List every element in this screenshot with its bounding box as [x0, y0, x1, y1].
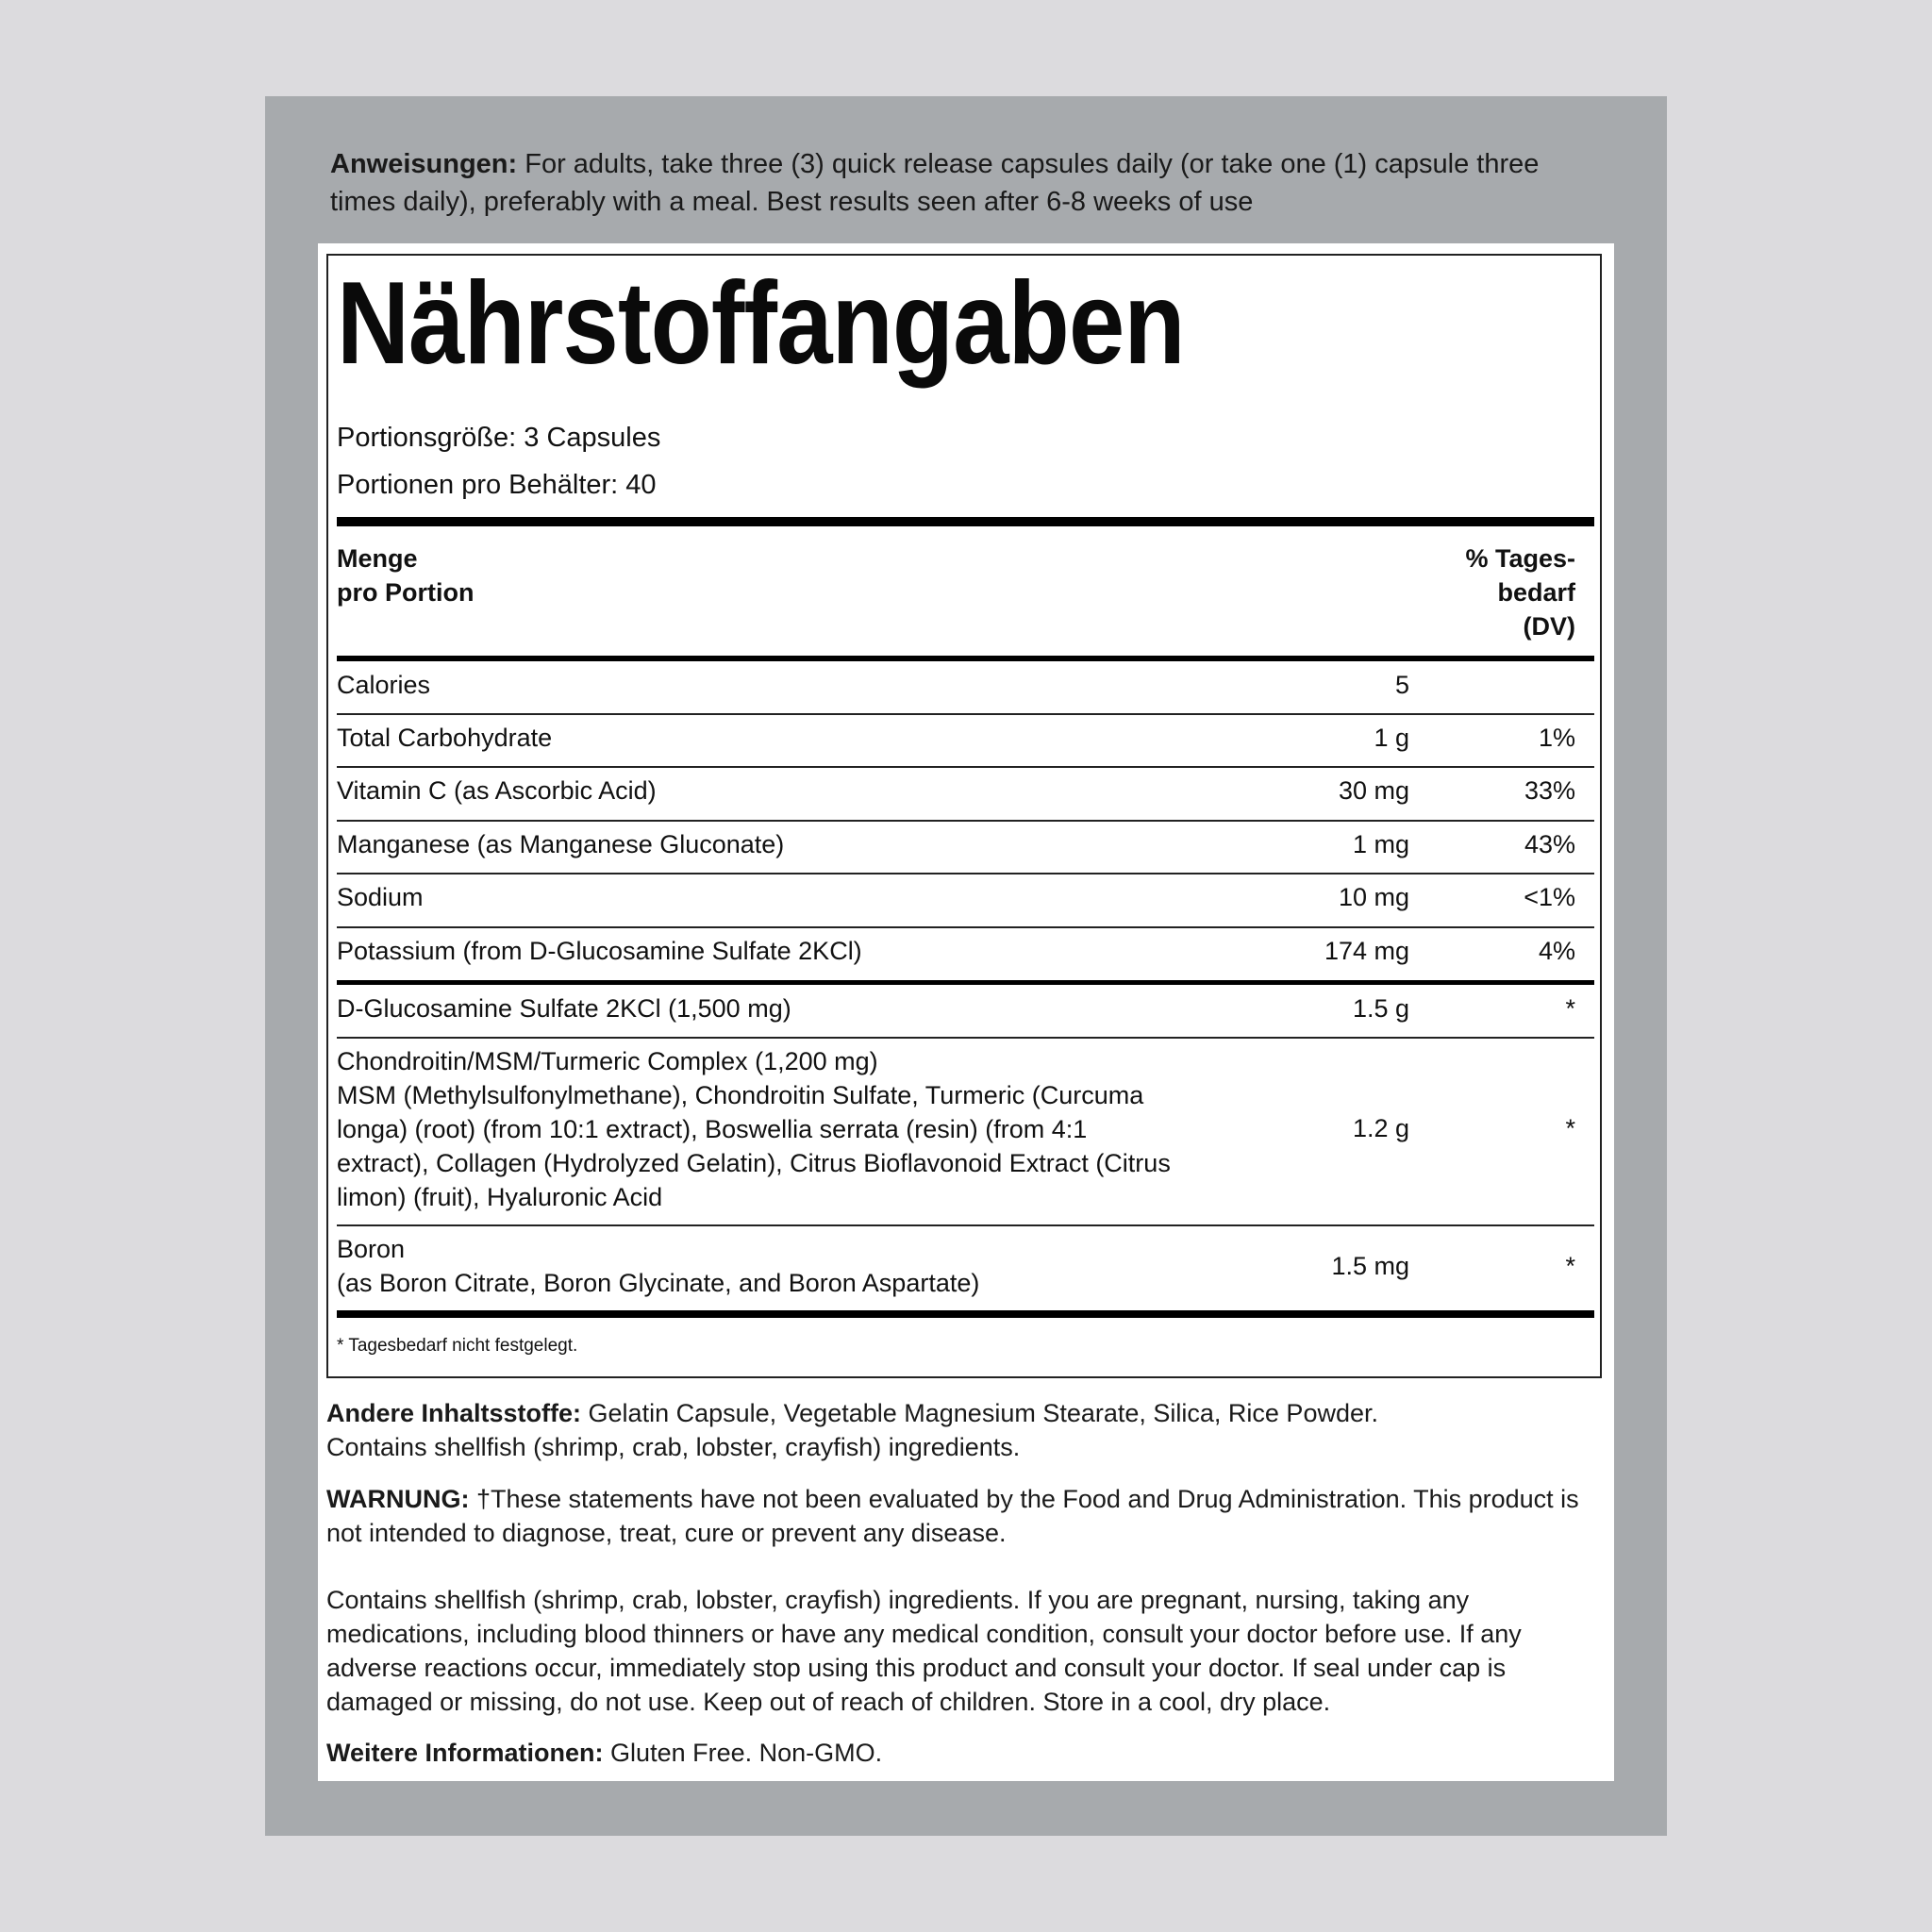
header-dv-line1: % Tages- [1465, 544, 1575, 573]
more-info-label: Weitere Informationen: [326, 1739, 604, 1767]
row-daily-value: <1% [1524, 883, 1575, 911]
row-name: D-Glucosamine Sulfate 2KCl (1,500 mg) [337, 994, 791, 1023]
amount-per-serving-header [337, 541, 474, 609]
other-ingredients-label: Andere Inhaltsstoffe: [326, 1399, 582, 1427]
servings-per-container: Portionen pro Behälter: 40 [337, 470, 657, 500]
thick-divider [337, 517, 1594, 526]
other-ingredients-text: Gelatin Capsule, Vegetable Magnesium Stearate, Silica, Rice Powder. [581, 1399, 1378, 1427]
row-divider [337, 873, 1594, 874]
bottom-divider [337, 1310, 1594, 1318]
serving-size: Portionsgröße: 3 Capsules [337, 423, 661, 453]
row-divider [337, 766, 1594, 768]
row-daily-value: 4% [1538, 937, 1575, 965]
row-amount: 1.2 g [1352, 1114, 1409, 1142]
row-amount: 1.5 g [1352, 994, 1409, 1023]
row-name: Potassium (from D-Glucosamine Sulfate 2KCl) [337, 937, 862, 965]
header-amount-line1: Menge [337, 544, 418, 573]
row-detail: (as Boron Citrate, Boron Glycinate, and Boron Aspartate) [337, 1269, 980, 1297]
row-name: Boron [337, 1235, 406, 1263]
directions-body: For adults, take three (3) quick release capsules daily (or take one (1) capsule three times daily), preferably with a meal. Best results seen after 6-8 weeks of use [330, 149, 1540, 217]
header-amount-line2: pro Portion [337, 578, 475, 607]
row-divider [337, 1224, 1594, 1226]
other-ingredients [326, 1396, 1600, 1464]
warning [326, 1482, 1600, 1550]
row-daily-value: 1% [1538, 724, 1575, 752]
warning-paragraph-2: Contains shellfish (shrimp, crab, lobster, crayfish) ingredients. If you are pregnant, nursing, taking any medications, including blood thinners or have any medical condition, consult your doctor before use. If any adverse reactions occur, immediately stop using this product and consult your doctor. If seal under cap is damaged or missing, do not use. Keep out of reach of children. Store in a cool, dry place. [326, 1586, 1522, 1716]
warning-label: WARNUNG: [326, 1485, 470, 1513]
row-divider [337, 820, 1594, 822]
row-daily-value: * [1565, 1252, 1575, 1280]
directions-text [330, 145, 1594, 221]
row-name: Calories [337, 671, 431, 699]
header-divider [337, 656, 1594, 661]
row-name: Sodium [337, 883, 424, 911]
shellfish-notice: Contains shellfish (shrimp, crab, lobster, crayfish) ingredients. [326, 1433, 1021, 1461]
row-amount: 1 g [1374, 724, 1409, 752]
header-dv-line3: (DV) [1523, 612, 1575, 641]
row-daily-value: 43% [1524, 830, 1575, 858]
row-amount: 1.5 mg [1331, 1252, 1409, 1280]
header-dv-line2: bedarf [1497, 578, 1575, 607]
row-daily-value: * [1565, 1114, 1575, 1142]
row-divider [337, 1037, 1594, 1039]
row-amount: 5 [1394, 671, 1409, 699]
section-divider [337, 980, 1594, 985]
warning-text: †These statements have not been evaluated by the Food and Drug Administration. This product is not intended to diagnose, treat, cure or prevent any disease. [326, 1485, 1579, 1547]
row-divider [337, 713, 1594, 715]
row-divider [337, 926, 1594, 928]
row-amount: 1 mg [1352, 830, 1409, 858]
row-detail: MSM (Methylsulfonylmethane), Chondroitin Sulfate, Turmeric (Curcuma longa) (root) (from 10:1 extract), Boswellia serrata (resin) (from 4:1 extract), Collagen (Hydrolyzed Gelatin), Citrus Bioflavonoid Extract (Citrus limon) (fruit), Hyaluronic Acid [337, 1081, 1171, 1211]
more-info-text: Gluten Free. Non-GMO. [603, 1739, 883, 1767]
row-name-block [337, 1044, 1186, 1214]
row-name: Chondroitin/MSM/Turmeric Complex (1,200 mg) [337, 1047, 878, 1075]
row-amount: 30 mg [1338, 776, 1409, 805]
row-amount: 10 mg [1338, 883, 1409, 911]
row-daily-value: * [1565, 994, 1575, 1023]
daily-value-header [1465, 541, 1575, 643]
row-name-block [337, 1232, 1186, 1300]
directions-label: Anweisungen: [330, 149, 518, 179]
row-daily-value: 33% [1524, 776, 1575, 805]
row-name: Total Carbohydrate [337, 724, 553, 752]
facts-title: Nährstoffangaben [337, 258, 1185, 389]
more-info [326, 1736, 1600, 1770]
row-name: Vitamin C (as Ascorbic Acid) [337, 776, 657, 805]
row-amount: 174 mg [1324, 937, 1409, 965]
footnote: * Tagesbedarf nicht festgelegt. [337, 1336, 578, 1356]
row-name: Manganese (as Manganese Gluconate) [337, 830, 785, 858]
